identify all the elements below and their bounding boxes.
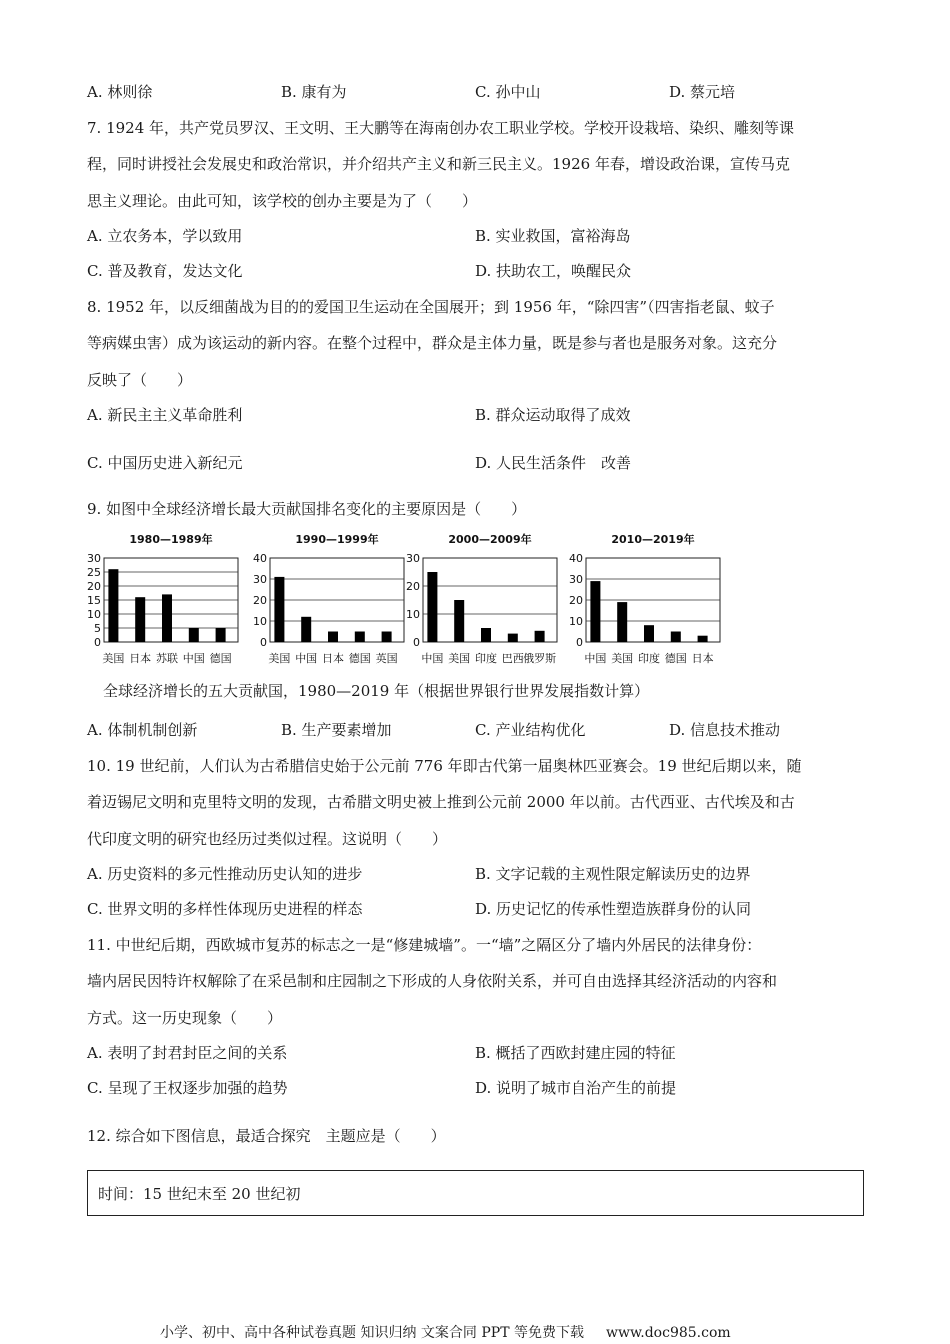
q8-option-b: B. 群众运动取得了成效 [475, 406, 631, 424]
q8-stem-line: 8. 1952 年，以反细菌战为目的的爱国卫生运动在全国展开；到 1956 年，“除四害”（四害指老鼠、蚊子 [87, 298, 775, 316]
x-category-label: 苏联 [156, 652, 178, 665]
q10-stem-line: 着迈锡尼文明和克里特文明的发现，古希腊文明史被上推到公元前 2000 年以前。古代西亚、古代埃及和古 [87, 793, 795, 811]
footer [160, 1322, 731, 1342]
q11-stem-line: 方式。这一历史现象（ ） [87, 1009, 283, 1027]
info-box [87, 1170, 864, 1216]
q8-option-a: A. 新民主主义革命胜利 [87, 406, 243, 424]
x-category-label: 美国 [268, 652, 291, 665]
q7-stem-line: 程，同时讲授社会发展史和政治常识，并介绍共产主义和新三民主义。1926 年春，增设政治课，宣传马克 [87, 155, 790, 173]
y-tick-label: 30 [569, 573, 583, 586]
y-tick-label: 0 [94, 636, 101, 649]
q9-stem-line: 9. 如图中全球经济增长最大贡献国排名变化的主要原因是（ ） [87, 500, 527, 518]
q7-option-b: B. 实业救国，富裕海岛 [475, 227, 631, 245]
q8-stem-line: 反映了（ ） [87, 371, 193, 389]
y-tick-label: 30 [87, 552, 101, 565]
x-category-label: 英国 [375, 652, 398, 665]
bar [135, 597, 145, 642]
q9-option-a: A. 体制机制创新 [87, 721, 198, 739]
x-category-label: 巴西 [501, 652, 524, 665]
q6-option-d: D. 蔡元培 [669, 83, 736, 101]
bar [328, 632, 338, 643]
q10-option-c: C. 世界文明的多样性体现历史进程的样态 [87, 900, 363, 918]
q8-stem-line: 等病媒虫害）成为该运动的新内容。在整个过程中，群众是主体力量，既是参与者也是服务对象。这充分 [87, 334, 778, 352]
y-tick-label: 10 [569, 615, 583, 628]
q11-stem-line: 墙内居民因特许权解除了在采邑制和庄园制之下形成的人身依附关系，并可自由选择其经济活动的内容和 [87, 972, 778, 990]
q8-option-c: C. 中国历史进入新纪元 [87, 454, 243, 472]
bar [671, 632, 681, 643]
q7-stem-line: 7. 1924 年，共产党员罗汉、王文明、王大鹏等在海南创办农工职业学校。学校开设栽培、染织、雕刻等课 [87, 119, 795, 137]
x-category-label: 中国 [421, 652, 444, 665]
bar [301, 617, 311, 642]
x-category-label: 日本 [322, 652, 344, 665]
footer-url[interactable]: www.doc985.com [605, 1325, 731, 1341]
chart-1980-1989 [84, 528, 244, 668]
q7-option-c: C. 普及教育，发达文化 [87, 262, 243, 280]
x-category-label: 中国 [295, 652, 318, 665]
y-tick-label: 30 [253, 573, 267, 586]
bar [427, 572, 437, 642]
bar [508, 634, 518, 642]
q10-stem-line: 10. 19 世纪前，人们认为古希腊信史始于公元前 776 年即古代第一届奥林匹亚赛会。19 世纪后期以来，随 [87, 757, 802, 775]
x-category-label: 德国 [348, 652, 371, 665]
bar [454, 600, 464, 642]
q10-option-b: B. 文字记载的主观性限定解读历史的边界 [475, 865, 751, 883]
bar [162, 594, 172, 642]
q11-option-d: D. 说明了城市自治产生的前提 [475, 1079, 677, 1097]
bar [590, 581, 600, 642]
x-category-label: 中国 [584, 652, 607, 665]
x-category-label: 美国 [611, 652, 634, 665]
chart-title: 2000—2009年 [448, 533, 532, 546]
x-category-label: 日本 [129, 652, 152, 665]
chart-caption: 全球经济增长的五大贡献国，1980—2019 年（根据世界银行世界发展指数计算） [103, 682, 650, 700]
q7-stem-line: 思主义理论。由此可知，该学校的创办主要是为了（ ） [87, 192, 478, 210]
x-category-label: 中国 [182, 652, 205, 665]
q7-option-d: D. 扶助农工，唤醒民众 [475, 262, 632, 280]
y-tick-label: 10 [406, 608, 420, 621]
q12-stem-line: 12. 综合如下图信息，最适合探究 主题应是（ ） [87, 1127, 446, 1145]
y-tick-label: 0 [576, 636, 583, 649]
footer-text: 小学、初中、高中各种试卷真题 知识归纳 文案合同 PPT 等免费下载 [160, 1325, 584, 1341]
x-category-label: 日本 [691, 652, 714, 665]
q7-option-a: A. 立农务本，学以致用 [87, 227, 243, 245]
chart-2010-2019 [566, 528, 726, 668]
chart-1990-1999 [250, 528, 410, 668]
chart-title: 1980—1989年 [129, 533, 213, 546]
chart-title: 2010—2019年 [611, 533, 695, 546]
q8-option-d: D. 人民生活条件 改善 [475, 454, 632, 472]
chart-2000-2009 [403, 528, 563, 668]
chart-title: 1990—1999年 [295, 533, 379, 546]
y-tick-label: 20 [253, 594, 267, 607]
q11-option-c: C. 呈现了王权逐步加强的趋势 [87, 1079, 288, 1097]
y-tick-label: 20 [87, 580, 101, 593]
bar [617, 602, 627, 642]
y-tick-label: 30 [406, 552, 420, 565]
bar [382, 632, 392, 643]
y-tick-label: 40 [569, 552, 583, 565]
q9-option-c: C. 产业结构优化 [475, 721, 586, 739]
info-box-text: 时间：15 世纪末至 20 世纪初 [98, 1185, 301, 1203]
bar [644, 625, 654, 642]
x-category-label: 德国 [209, 652, 232, 665]
y-tick-label: 25 [87, 566, 101, 579]
y-tick-label: 0 [260, 636, 267, 649]
y-tick-label: 5 [94, 622, 101, 635]
q11-stem-line: 11. 中世纪后期，西欧城市复苏的标志之一是“修建城墙”。一“墙”之隔区分了墙内外居民的法律身份： [87, 936, 762, 954]
y-tick-label: 0 [413, 636, 420, 649]
y-tick-label: 15 [87, 594, 101, 607]
q11-option-a: A. 表明了封君封臣之间的关系 [87, 1044, 288, 1062]
bar [535, 631, 545, 642]
q6-option-a: A. 林则徐 [87, 83, 153, 101]
y-tick-label: 10 [87, 608, 101, 621]
q9-option-b: B. 生产要素增加 [281, 721, 392, 739]
x-category-label: 美国 [448, 652, 471, 665]
q9-option-d: D. 信息技术推动 [669, 721, 781, 739]
y-tick-label: 10 [253, 615, 267, 628]
y-tick-label: 20 [569, 594, 583, 607]
q10-option-a: A. 历史资料的多元性推动历史认知的进步 [87, 865, 363, 883]
y-tick-label: 40 [253, 552, 267, 565]
q10-option-d: D. 历史记忆的传承性塑造族群身份的认同 [475, 900, 752, 918]
x-category-label: 德国 [664, 652, 687, 665]
bar [698, 636, 708, 642]
x-category-label: 美国 [102, 652, 125, 665]
bar [189, 628, 199, 642]
bar [274, 577, 284, 642]
q11-option-b: B. 概括了西欧封建庄园的特征 [475, 1044, 676, 1062]
x-category-label: 印度 [638, 652, 660, 665]
bar [108, 569, 118, 642]
q10-stem-line: 代印度文明的研究也经历过类似过程。这说明（ ） [87, 830, 448, 848]
x-category-label: 俄罗斯 [523, 652, 557, 665]
y-tick-label: 20 [406, 580, 420, 593]
q6-option-b: B. 康有为 [281, 83, 347, 101]
bar [355, 632, 365, 643]
bar [216, 628, 226, 642]
bar [481, 628, 491, 642]
x-category-label: 印度 [475, 652, 497, 665]
q6-option-c: C. 孙中山 [475, 83, 541, 101]
